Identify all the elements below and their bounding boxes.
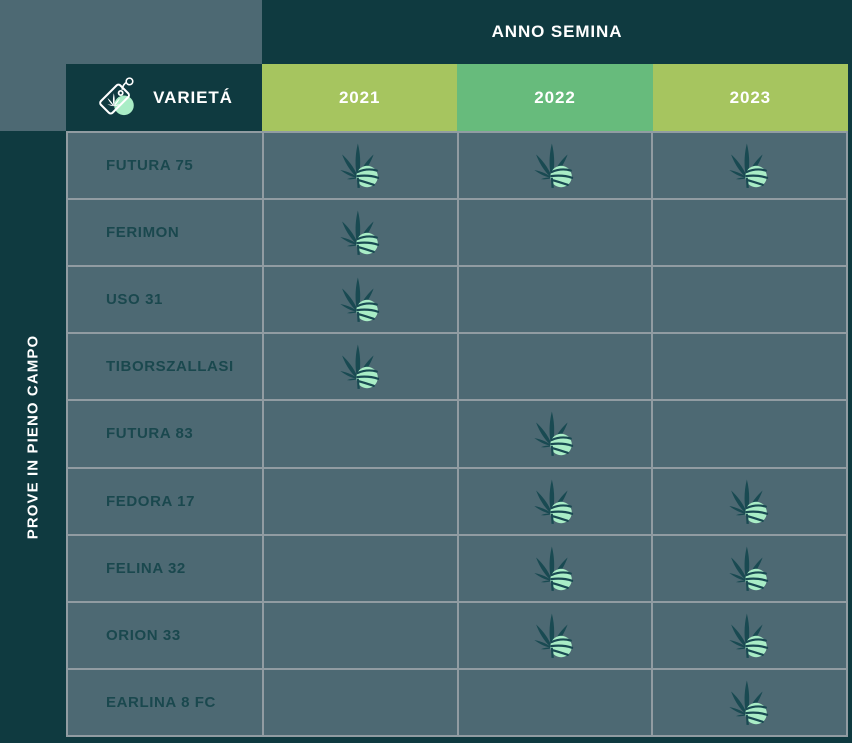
- presence-cell-filled: [653, 536, 846, 601]
- hemp-leaf-icon: [526, 610, 583, 661]
- year-label-2021: 2021: [338, 87, 381, 107]
- hemp-leaf-icon: [332, 274, 389, 325]
- presence-cell-filled: [264, 133, 457, 198]
- presence-cell-empty: [264, 401, 457, 466]
- variety-label: FUTURA 75: [68, 133, 262, 198]
- corner-spacer-side: [0, 64, 66, 131]
- hemp-leaf-icon: [526, 543, 583, 594]
- table-grid: [66, 131, 848, 737]
- variety-label: FELINA 32: [68, 536, 262, 601]
- presence-cell-empty: [653, 401, 846, 466]
- year-label-2023: 2023: [729, 87, 772, 107]
- variety-label: ORION 33: [68, 603, 262, 668]
- hemp-leaf-icon: [332, 207, 389, 258]
- varieta-header-cell: [66, 64, 262, 131]
- hemp-leaf-icon: [526, 476, 583, 527]
- presence-cell-filled: [459, 603, 652, 668]
- presence-cell-empty: [264, 536, 457, 601]
- hemp-leaf-icon: [721, 677, 778, 728]
- presence-cell-filled: [264, 200, 457, 265]
- presence-cell-empty: [653, 334, 846, 399]
- hemp-leaf-icon: [526, 408, 583, 459]
- hemp-leaf-icon: [721, 610, 778, 661]
- tag-leaf-icon: [95, 74, 142, 121]
- presence-cell-filled: [459, 401, 652, 466]
- presence-cell-filled: [653, 670, 846, 735]
- group-sidebar: [0, 131, 66, 743]
- presence-cell-empty: [264, 603, 457, 668]
- variety-label: TIBORSZALLASI: [68, 334, 262, 399]
- presence-cell-empty: [459, 334, 652, 399]
- hemp-leaf-icon: [332, 140, 389, 191]
- presence-cell-filled: [653, 603, 846, 668]
- presence-cell-filled: [459, 536, 652, 601]
- anno-semina-title: ANNO SEMINA: [491, 22, 623, 41]
- year-header-cell: [262, 64, 457, 131]
- variety-label: FEDORA 17: [68, 469, 262, 534]
- presence-cell-filled: [459, 133, 652, 198]
- hemp-leaf-icon: [721, 140, 778, 191]
- varieta-header-label: VARIETÁ: [153, 87, 233, 107]
- presence-cell-filled: [653, 469, 846, 534]
- presence-cell-empty: [653, 267, 846, 332]
- presence-cell-empty: [459, 200, 652, 265]
- presence-cell-empty: [264, 469, 457, 534]
- hemp-leaf-icon: [526, 140, 583, 191]
- variety-label: EARLINA 8 FC: [68, 670, 262, 735]
- variety-label: FUTURA 83: [68, 401, 262, 466]
- hemp-leaf-icon: [332, 341, 389, 392]
- presence-cell-filled: [264, 267, 457, 332]
- hemp-leaf-icon: [721, 543, 778, 594]
- corner-spacer-top: [0, 0, 262, 64]
- presence-cell-filled: [653, 133, 846, 198]
- presence-cell-empty: [264, 670, 457, 735]
- group-sidebar-label: PROVE IN PIENO CAMPO: [24, 334, 42, 540]
- year-header-cell: [653, 64, 848, 131]
- variety-label: USO 31: [68, 267, 262, 332]
- variety-label: FERIMON: [68, 200, 262, 265]
- presence-cell-empty: [459, 670, 652, 735]
- presence-cell-empty: [459, 267, 652, 332]
- hemp-leaf-icon: [721, 476, 778, 527]
- presence-cell-filled: [264, 334, 457, 399]
- presence-cell-empty: [653, 200, 846, 265]
- anno-semina-header: [262, 0, 852, 64]
- presence-cell-filled: [459, 469, 652, 534]
- year-label-2022: 2022: [534, 87, 576, 107]
- year-header-cell: [457, 64, 652, 131]
- year-header-row: [262, 64, 848, 131]
